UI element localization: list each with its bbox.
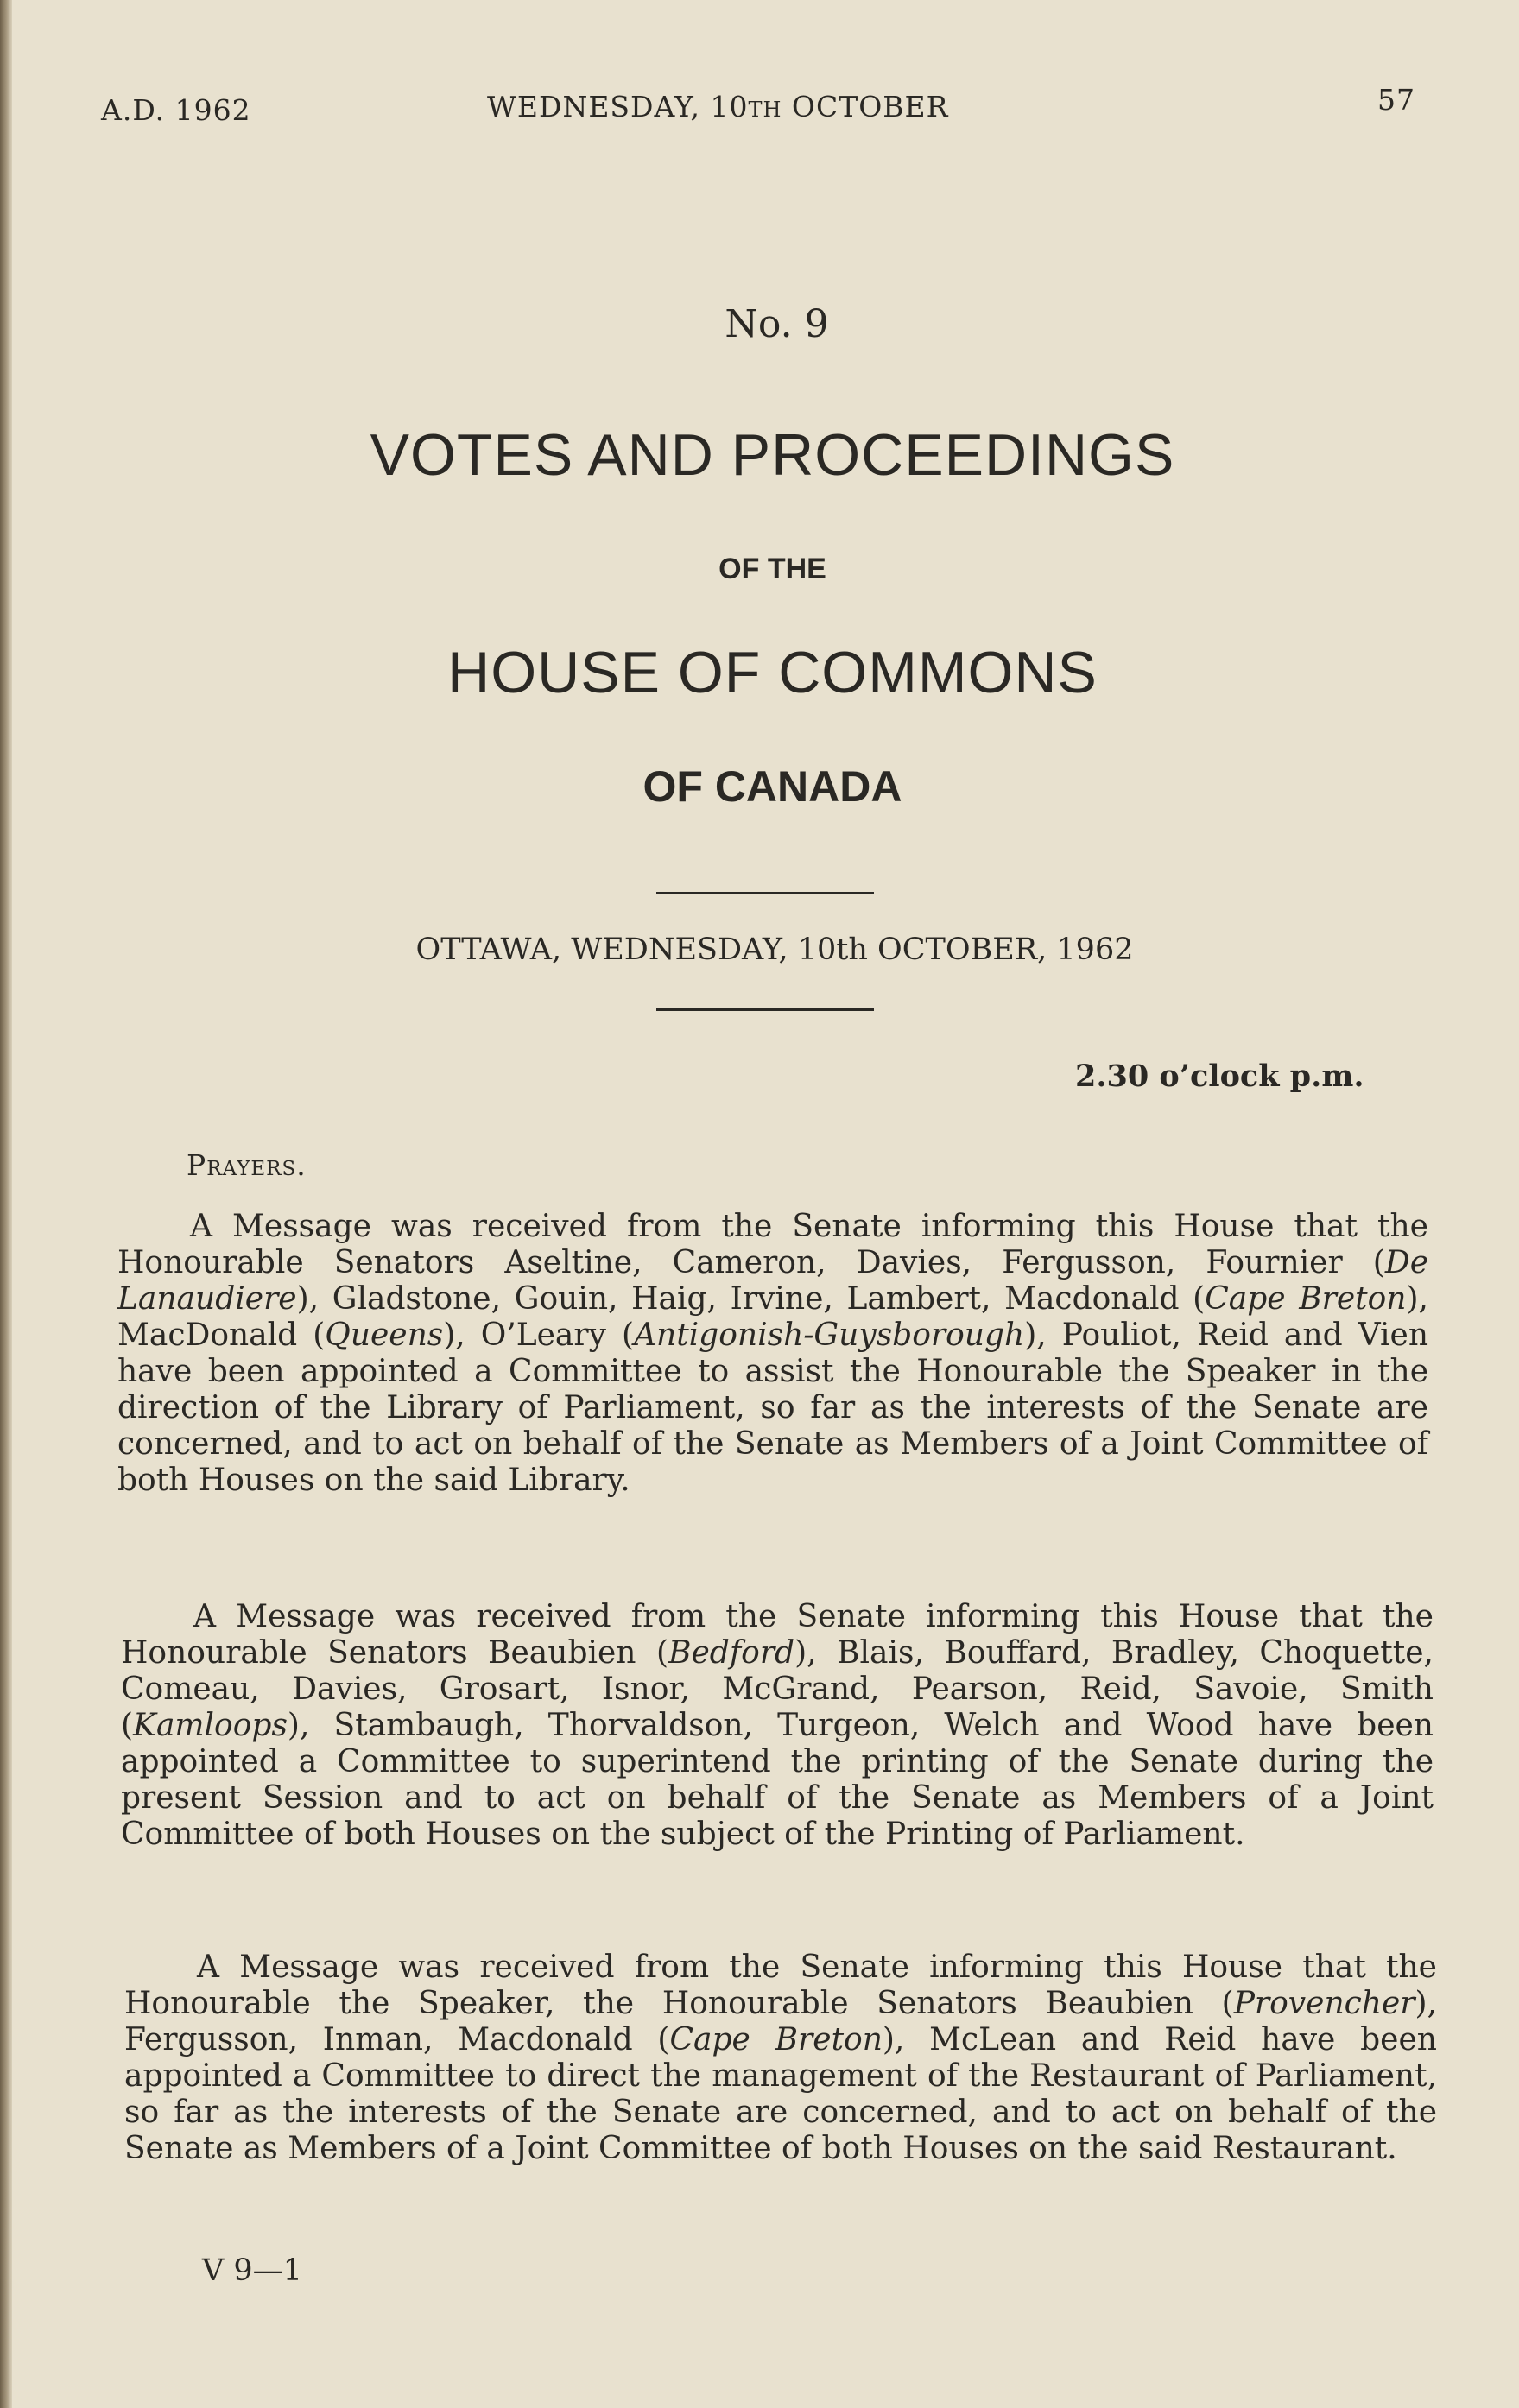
country-title: OF CANADA bbox=[642, 762, 902, 811]
running-head-date bbox=[487, 90, 948, 123]
senate-message-restaurant bbox=[124, 1950, 1437, 2167]
issue-number: No. 9 bbox=[725, 302, 829, 346]
top-divider bbox=[656, 892, 874, 894]
page-number: 57 bbox=[1377, 83, 1415, 117]
message-text: A Message was received from the Senate informing this House that the Honourable Senators Aseltine, Cameron, Davies, Fergusson, Fournier (De Lanaudiere), Gladstone, Gouin, Haig, Irvine, Lambert, Macdonald (Cape Breton), MacDonald (Queens), O’Leary (Antigonish-Guysborough), Pouliot, Reid and Vien have been appointed a Committee to assist the Honourable the Speaker in the direction of the Library of Parliament, so far as the interests of the Senate are concerned, and to act on behalf of the Senate as Members of a Joint Committee of both Houses on the said Library. bbox=[117, 1209, 1429, 1498]
bottom-divider bbox=[656, 1008, 874, 1011]
running-head-date-month: OCTOBER bbox=[782, 90, 949, 123]
message-text: A Message was received from the Senate informing this House that the Honourable Senators Beaubien (Bedford), Blais, Bouffard, Bradley, Choquette, Comeau, Davies, Grosart, Isnor, McGrand, Pearson, Reid, Savoie, Smith (Kamloops), Stambaugh, Thorvaldson, Turgeon, Welch and Wood have been appointed a Committee to superintend the printing of the Senate during the present Session and to act on behalf of the Senate as Members of a Joint Committee of both Houses on the subject of the Printing of Parliament. bbox=[121, 1599, 1434, 1852]
senate-message-printing bbox=[121, 1599, 1434, 1853]
running-head-date-main: WEDNESDAY, 10 bbox=[487, 90, 749, 123]
house-title: HOUSE OF COMMONS bbox=[447, 640, 1098, 705]
prayers-heading: Prayers. bbox=[187, 1148, 307, 1182]
title-of-the: OF THE bbox=[718, 553, 826, 585]
signature-mark: V 9—1 bbox=[202, 2253, 302, 2288]
dateline: OTTAWA, WEDNESDAY, 10th OCTOBER, 1962 bbox=[415, 932, 1134, 967]
sitting-time: 2.30 o’clock p.m. bbox=[1075, 1059, 1364, 1094]
running-head-date-suffix: TH bbox=[748, 98, 782, 122]
running-head-year: A.D. 1962 bbox=[101, 93, 251, 127]
message-text: A Message was received from the Senate informing this House that the Honourable the Speaker, the Honourable Senators Beaubien (Provencher), Fergusson, Inman, Macdonald (Cape Breton), McLean and Reid have been appointed a Committee to direct the management of the Restaurant of Parliament, so far as the interests of the Senate are concerned, and to act on behalf of the Senate as Members of a Joint Committee of both Houses on the said Restaurant. bbox=[124, 1950, 1437, 2166]
document-title: VOTES AND PROCEEDINGS bbox=[370, 422, 1175, 488]
senate-message-library bbox=[117, 1209, 1428, 1499]
